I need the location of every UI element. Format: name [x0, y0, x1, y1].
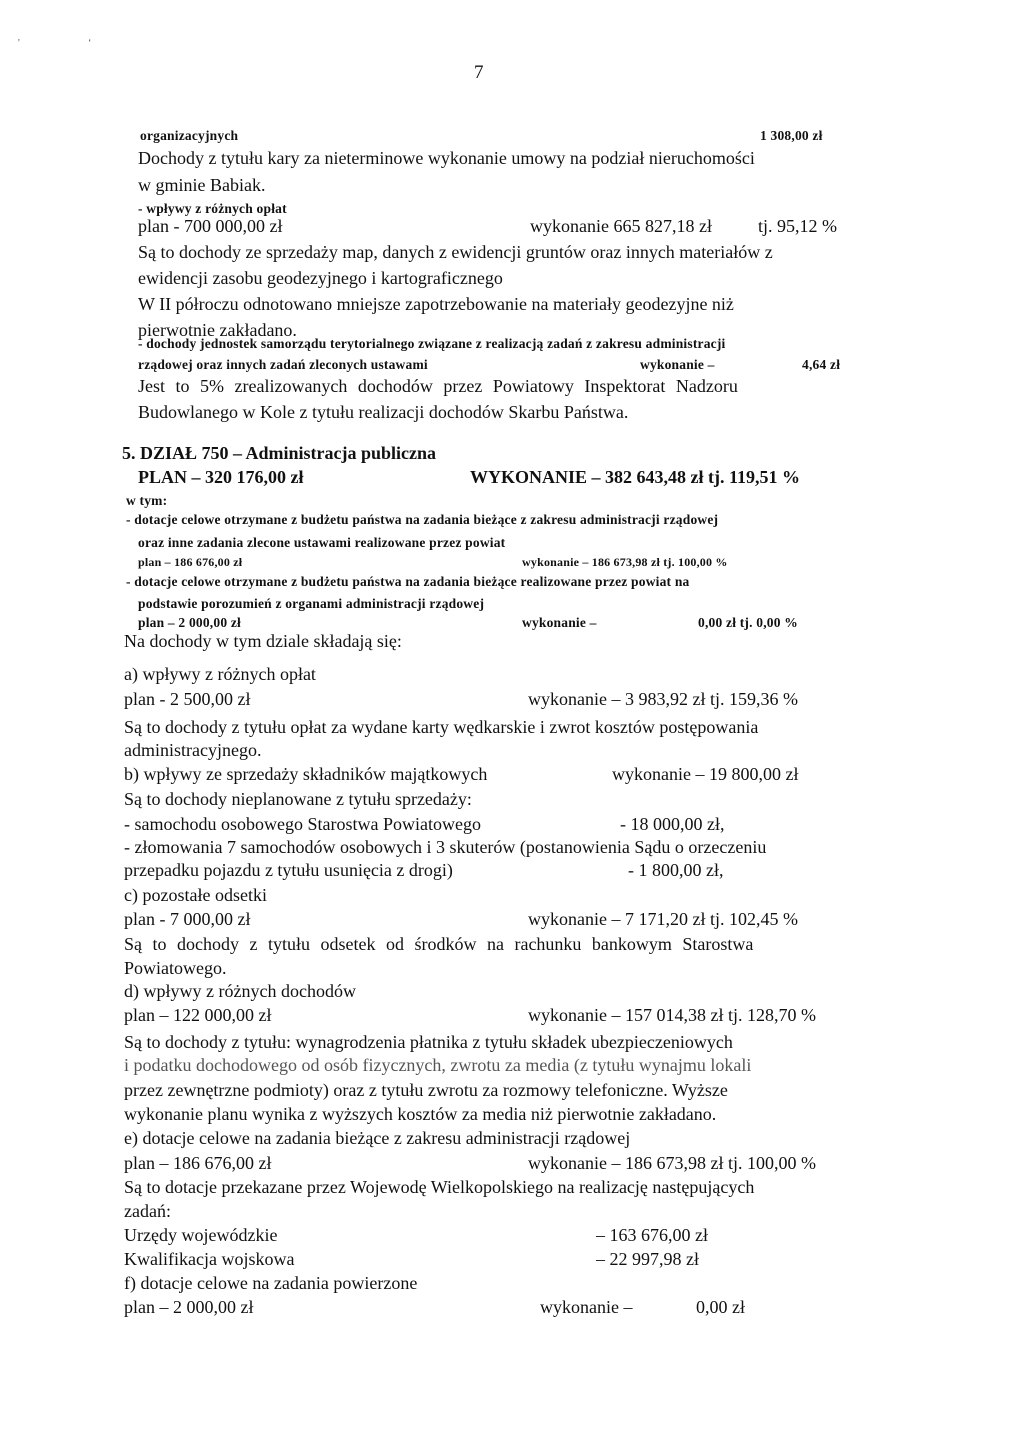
list-item: Kwalifikacja wojskowa — [124, 1249, 295, 1269]
amount: 0,00 zł — [696, 1297, 745, 1317]
text-line: - dotacje celowe otrzymane z budżetu państwa na zadania bieżące z zakresu administracji rządowej — [126, 512, 719, 527]
list-item: przepadku pojazdu z tytułu usunięcia z drogi) — [124, 860, 453, 880]
exec-line: wykonanie – 157 014,38 zł tj. 128,70 % — [528, 1005, 816, 1025]
item-title: c) pozostałe odsetki — [124, 885, 267, 905]
text-line: pierwotnie zakładano. — [138, 320, 297, 340]
item-title: a) wpływy z różnych opłat — [124, 664, 316, 684]
text-line: Budowlanego w Kole z tytułu realizacji dochodów Skarbu Państwa. — [138, 402, 629, 422]
amount: 4,64 zł — [802, 357, 841, 372]
text-line: w gminie Babiak. — [138, 175, 266, 195]
list-item: - złomowania 7 samochodów osobowych i 3 skuterów (postanowienia Sądu o orzeczeniu — [124, 837, 767, 857]
text-line: przez zewnętrzne podmioty) oraz z tytułu zwrotu za rozmowy telefoniczne. Wyższe — [124, 1080, 728, 1100]
plan-line: plan – 122 000,00 zł — [124, 1005, 272, 1025]
text-line: zadań: — [124, 1201, 171, 1221]
item-title: e) dotacje celowe na zadania bieżące z zakresu administracji rządowej — [124, 1128, 631, 1148]
text-line: oraz inne zadania zlecone ustawami realizowane przez powiat — [138, 535, 506, 550]
text-line: Są to dotacje przekazane przez Wojewodę Wielkopolskiego na realizację następujących — [124, 1177, 755, 1197]
text-line: - dochody jednostek samorządu terytorialnego związane z realizacją zadań z zakresu administracji — [138, 336, 726, 351]
item-title: d) wpływy z różnych dochodów — [124, 981, 356, 1001]
exec-line: wykonanie – 3 983,92 zł tj. 159,36 % — [528, 689, 798, 709]
plan-line: plan - 700 000,00 zł — [138, 216, 283, 236]
exec-line: wykonanie 665 827,18 zł — [530, 216, 712, 236]
plan-line: plan - 2 500,00 zł — [124, 689, 251, 709]
amount: – 22 997,98 zł — [596, 1249, 699, 1269]
exec-line: wykonanie – 186 673,98 zł tj. 100,00 % — [528, 1153, 816, 1173]
plan-line: plan - 7 000,00 zł — [124, 909, 251, 929]
text-line: Są to dochody z tytułu: wynagrodzenia płatnika z tytułu składek ubezpieczeniowych — [124, 1032, 733, 1052]
percent: tj. 95,12 % — [758, 216, 837, 236]
list-item: Urzędy wojewódzkie — [124, 1225, 278, 1245]
text-line: - dotacje celowe otrzymane z budżetu państwa na zadania bieżące realizowane przez powiat na — [126, 574, 690, 589]
list-item: - samochodu osobowego Starostwa Powiatowego — [124, 814, 481, 834]
section-exec: WYKONANIE – 382 643,48 zł tj. 119,51 % — [470, 467, 800, 487]
text-line: w tym: — [126, 493, 168, 508]
text-line: Jest to 5% zrealizowanych dochodów przez Powiatowy Inspektorat Nadzoru — [138, 376, 738, 396]
text-line: Są to dochody z tytułu opłat za wydane karty wędkarskie i zwrot kosztów postępowania — [124, 717, 759, 737]
exec-line: wykonanie – — [522, 615, 597, 630]
text-line: rządowej oraz innych zadań zleconych ustawami — [138, 357, 428, 372]
text-line: i podatku dochodowego od osób fizycznych, zwrotu za media (z tytułu wynajmu lokali — [124, 1055, 752, 1075]
item-title: f) dotacje celowe na zadania powierzone — [124, 1273, 418, 1293]
text-line: Są to dochody ze sprzedaży map, danych z ewidencji gruntów oraz innych materiałów z — [138, 242, 773, 262]
text-line: Powiatowego. — [124, 958, 227, 978]
text-line: Na dochody w tym dziale składają się: — [124, 631, 402, 651]
text-line: podstawie porozumień z organami administracji rządowej — [138, 596, 485, 611]
page-number: 7 — [474, 62, 484, 83]
text-line: administracyjnego. — [124, 740, 262, 760]
text-line: organizacyjnych — [140, 128, 239, 143]
text-line: ewidencji zasobu geodezyjnego i kartograficznego — [138, 268, 503, 288]
amount: - 1 800,00 zł, — [628, 860, 724, 880]
exec-line: wykonanie – — [640, 357, 715, 372]
plan-line: plan – 186 676,00 zł — [138, 555, 243, 569]
plan-line: plan – 2 000,00 zł — [138, 615, 241, 630]
text-line: Są to dochody nieplanowane z tytułu sprzedaży: — [124, 789, 472, 809]
section-plan: PLAN – 320 176,00 zł — [138, 467, 304, 487]
exec-line: wykonanie – — [540, 1297, 633, 1317]
amount: 1 308,00 zł — [760, 128, 823, 143]
exec-line: wykonanie – 19 800,00 zł — [612, 764, 799, 784]
text-line: W II półroczu odnotowano mniejsze zapotrzebowanie na materiały geodezyjne niż — [138, 294, 734, 314]
amount: 0,00 zł tj. 0,00 % — [698, 615, 798, 630]
item-title: b) wpływy ze sprzedaży składników majątkowych — [124, 764, 488, 784]
section-heading: 5. DZIAŁ 750 – Administracja publiczna — [122, 443, 437, 463]
text-line: wykonanie planu wynika z wyższych kosztów za media niż pierwotnie zakładano. — [124, 1104, 717, 1124]
amount: – 163 676,00 zł — [596, 1225, 708, 1245]
exec-line: wykonanie – 186 673,98 zł tj. 100,00 % — [522, 555, 728, 569]
plan-line: plan – 2 000,00 zł — [124, 1297, 254, 1317]
plan-line: plan – 186 676,00 zł — [124, 1153, 272, 1173]
corner-mark-left: ' — [18, 38, 20, 49]
text-line: - wpływy z różnych opłat — [138, 201, 287, 216]
text-line: Dochody z tytułu kary za nieterminowe wykonanie umowy na podział nieruchomości — [138, 148, 755, 168]
corner-mark-right: ʻ — [88, 38, 92, 49]
text-line: Są to dochody z tytułu odsetek od środków na rachunku bankowym Starostwa — [124, 934, 754, 954]
amount: - 18 000,00 zł, — [620, 814, 725, 834]
exec-line: wykonanie – 7 171,20 zł tj. 102,45 % — [528, 909, 798, 929]
